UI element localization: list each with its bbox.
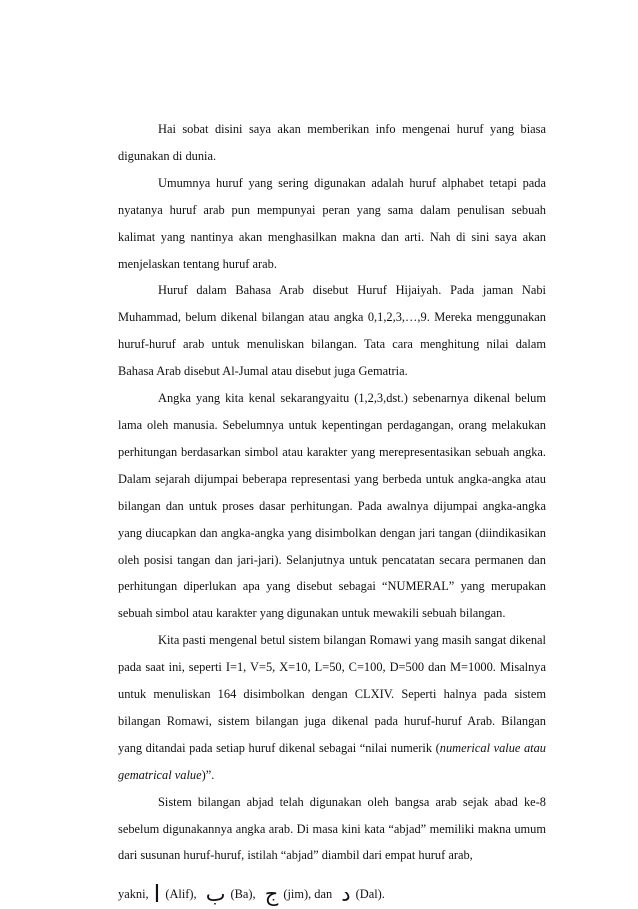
romawi-end: )”. [201,767,215,782]
paragraph-abjad: Sistem bilangan abjad telah digunakan oleh bangsa arab sejak abad ke-8 sebelum digunakannya angka arab. Di masa kini kata “abjad” memiliki makna umum dari susunan huruf-huruf, istilah “abjad” diambil dari empat huruf arab, [118,794,546,863]
dal-label: (Dal). [355,887,385,902]
ba-glyph: ب [205,882,226,907]
jim-glyph: ج [264,882,279,907]
alif-label: (Alif), [165,887,197,902]
paragraph-intro: Hai sobat disini saya akan memberikan info mengenai huruf yang biasa digunakan di dunia. [118,122,546,163]
jim-label: (jim), dan [283,887,333,902]
yakni-text: yakni, [118,887,149,902]
paragraph-hijaiyah: Huruf dalam Bahasa Arab disebut Huruf Hijaiyah. Pada jaman Nabi Muhammad, belum dikenal bilangan atau angka 0,1,2,3,…,9. Mereka menggunakan huruf-huruf arab untuk menuliskan bilangan. Tata cara menghitung nilai dalam Bahasa Arab disebut Al-Jumal atau disebut juga Gematria. [118,283,546,379]
paragraph-romawi [118,627,546,788]
romawi-text: Kita pasti mengenal betul sistem bilangan Romawi yang masih sangat dikenal pada saat ini, seperti I=1, V=5, X=10, L=50, C=100, D=500 dan M=1000. Misalnya untuk menuliskan 164 disimbolkan dengan CLXIV. Seperti halnya pada sistem bilangan Romawi, sistem bilangan juga dikenal pada huruf-huruf Arab. Bilangan yang ditandai pada setiap huruf dikenal sebagai “nilai numerik ( [118,633,546,755]
dal-glyph: د [341,882,351,907]
romawi-italic: numerical value atau gematrical value [118,740,546,782]
ba-label: (Ba), [230,887,256,902]
body-text [118,116,546,909]
paragraph-alphabet: Umumnya huruf yang sering digunakan adalah huruf alphabet tetapi pada nyatanya huruf arab pun mempunyai peran yang sama dalam penulisan sebuah kalimat yang nantinya akan menghasilkan makna dan arti. Nah di sini saya akan menjelaskan tentang huruf arab. [118,175,546,271]
abjad-letters-line [118,879,546,909]
alif-glyph: ا [153,880,161,909]
paragraph-numeral: Angka yang kita kenal sekarangyaitu (1,2,3,dst.) sebenarnya dikenal belum lama oleh manusia. Sebelumnya untuk kepentingan perdagangan, orang melakukan perhitungan berdasarkan simbol atau karakter yang merepresentasikan sebuah angka. Dalam sejarah dijumpai beberapa representasi yang berbeda untuk angka-angka atau bilangan dan untuk proses dasar perhitungan. Pada awalnya dijumpai angka-angka yang diucapkan dan angka-angka yang disimbolkan dengan jari tangan (diindikasikan oleh posisi tangan dan jari-jari). Selanjutnya untuk pencatatan secara permanen dan perhitungan diperlukan apa yang disebut sebagai “NUMERAL” yang merupakan sebuah simbol atau karakter yang digunakan untuk mewakili sebuah bilangan. [118,391,546,621]
